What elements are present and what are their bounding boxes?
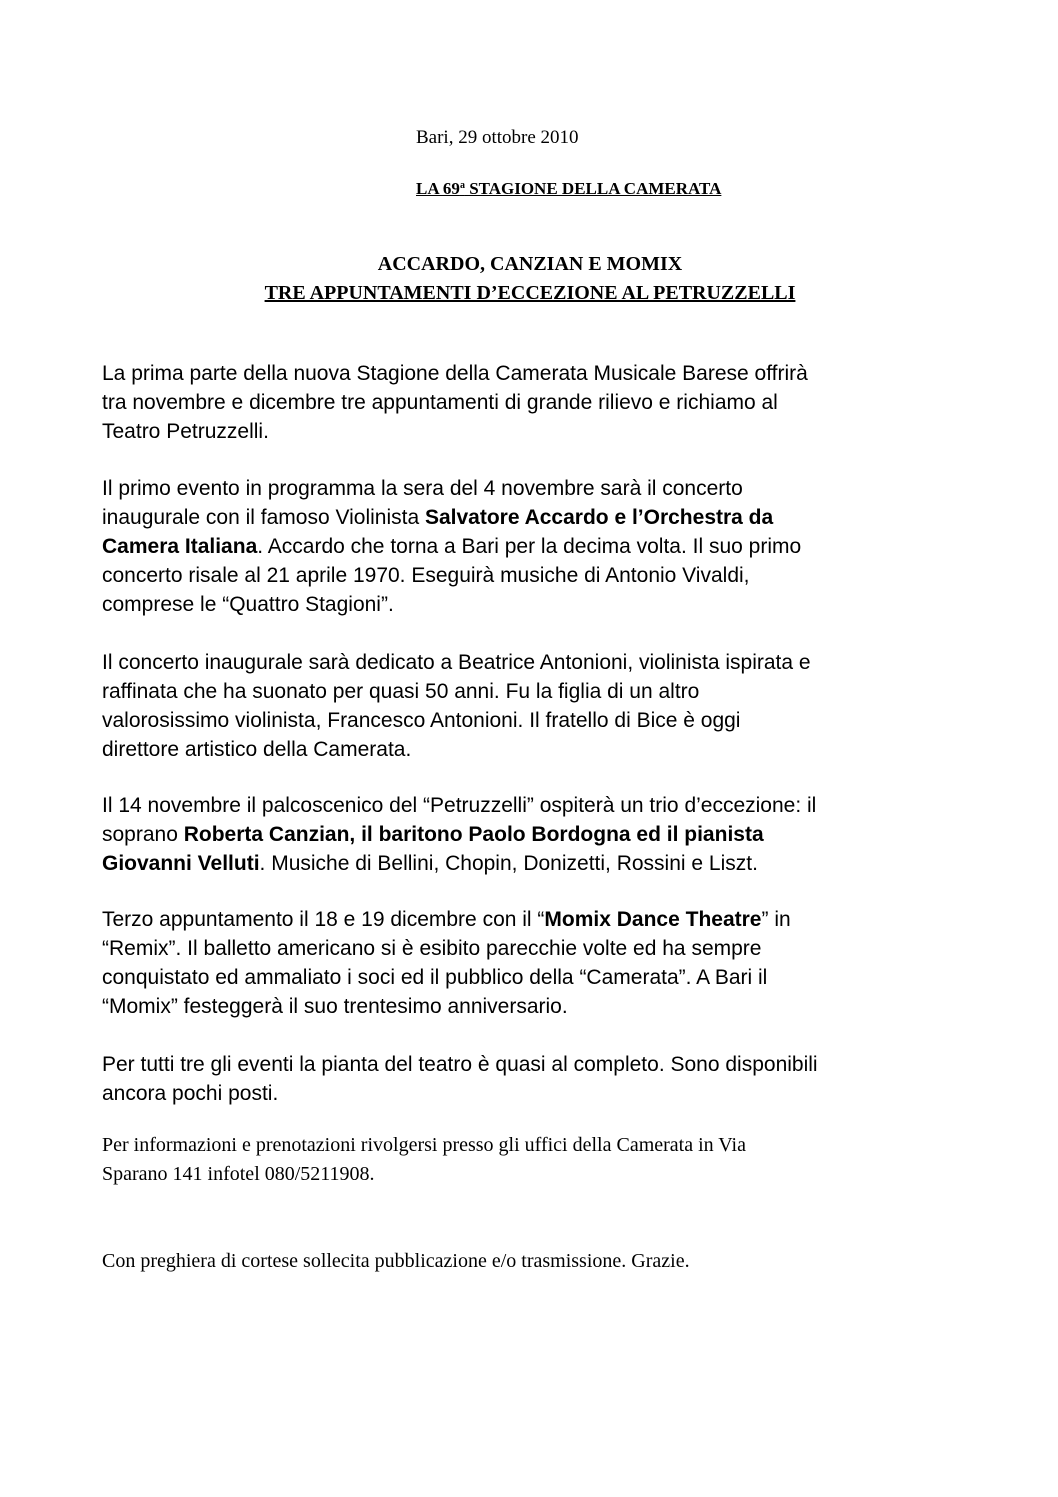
paragraph-line: tra novembre e dicembre tre appuntamenti di grande rilievo e richiamo al — [102, 391, 778, 414]
bold-text-run: Momix Dance Theatre — [544, 908, 762, 931]
paragraph-line — [102, 503, 801, 532]
paragraph-line: La prima parte della nuova Stagione della Camerata Musicale Barese offrirà — [102, 362, 808, 385]
date-line: Bari, 29 ottobre 2010 — [416, 127, 579, 148]
paragraph-line: ancora pochi posti. — [102, 1082, 279, 1105]
bold-text-run: Camera Italiana — [102, 535, 258, 558]
title-line-2: TRE APPUNTAMENTI D’ECCEZIONE AL PETRUZZELLI — [264, 282, 796, 304]
text-run: inaugurale con il famoso Violinista — [102, 506, 425, 529]
paragraph-intro — [102, 359, 808, 446]
paragraph-second-event — [102, 791, 816, 878]
title-line-1: ACCARDO, CANZIAN E MOMIX — [377, 253, 683, 275]
paragraph-line: concerto risale al 21 aprile 1970. Eseguirà musiche di Antonio Vivaldi, — [102, 564, 750, 587]
paragraph-line: “Momix” festeggerà il suo trentesimo anniversario. — [102, 995, 568, 1018]
text-run: . Accardo che torna a Bari per la decima volta. Il suo primo — [257, 535, 802, 558]
paragraph-line: Il primo evento in programma la sera del 4 novembre sarà il concerto — [102, 477, 743, 500]
text-run: . Musiche di Bellini, Chopin, Donizetti, Rossini e Liszt. — [259, 852, 758, 875]
paragraph-line: comprese le “Quattro Stagioni”. — [102, 593, 394, 616]
info-paragraph — [102, 1131, 746, 1189]
paragraph-line — [102, 849, 816, 878]
paragraph-line — [102, 532, 801, 561]
paragraph-line: Sparano 141 infotel 080/5211908. — [102, 1163, 375, 1185]
paragraph-first-event — [102, 474, 801, 619]
text-run: ” in — [761, 908, 791, 931]
season-heading-suffix: STAGIONE DELLA CAMERATA — [464, 179, 722, 198]
paragraph-third-event — [102, 905, 791, 1021]
bold-text-run: Salvatore Accardo e l’Orchestra da — [424, 506, 774, 529]
paragraph-line: “Remix”. Il balletto americano si è esibito parecchie volte ed ha sempre — [102, 937, 762, 960]
season-heading-prefix: LA 69 — [416, 179, 460, 198]
paragraph-line: raffinata che ha suonato per quasi 50 anni. Fu la figlia di un altro — [102, 680, 700, 703]
text-run: soprano — [102, 823, 184, 846]
bold-text-run: Roberta Canzian, il baritono Paolo Bordogna ed il pianista — [183, 823, 764, 846]
paragraph-availability — [102, 1050, 818, 1108]
paragraph-line: direttore artistico della Camerata. — [102, 738, 412, 761]
bold-text-run: Giovanni Velluti — [102, 852, 260, 875]
text-run: Terzo appuntamento il 18 e 19 dicembre con il “ — [102, 908, 545, 931]
paragraph-line — [102, 905, 791, 934]
paragraph-line — [102, 820, 816, 849]
paragraph-line: Per informazioni e prenotazioni rivolgersi presso gli uffici della Camerata in Via — [102, 1134, 746, 1156]
season-heading-ordinal: a — [459, 180, 465, 191]
closing-line: Con preghiera di cortese sollecita pubblicazione e/o trasmissione. Grazie. — [102, 1250, 690, 1272]
paragraph-line: valorosissimo violinista, Francesco Antonioni. Il fratello di Bice è oggi — [102, 709, 741, 732]
paragraph-line: Teatro Petruzzelli. — [102, 420, 269, 443]
paragraph-line: Per tutti tre gli eventi la pianta del teatro è quasi al completo. Sono disponibili — [102, 1053, 818, 1076]
paragraph-line: conquistato ed ammaliato i soci ed il pubblico della “Camerata”. A Bari il — [102, 966, 768, 989]
paragraph-line: Il 14 novembre il palcoscenico del “Petruzzelli” ospiterà un trio d’eccezione: il — [102, 794, 817, 817]
paragraph-dedication — [102, 648, 811, 764]
season-heading — [416, 176, 721, 199]
paragraph-line: Il concerto inaugurale sarà dedicato a Beatrice Antonioni, violinista ispirata e — [102, 651, 811, 674]
